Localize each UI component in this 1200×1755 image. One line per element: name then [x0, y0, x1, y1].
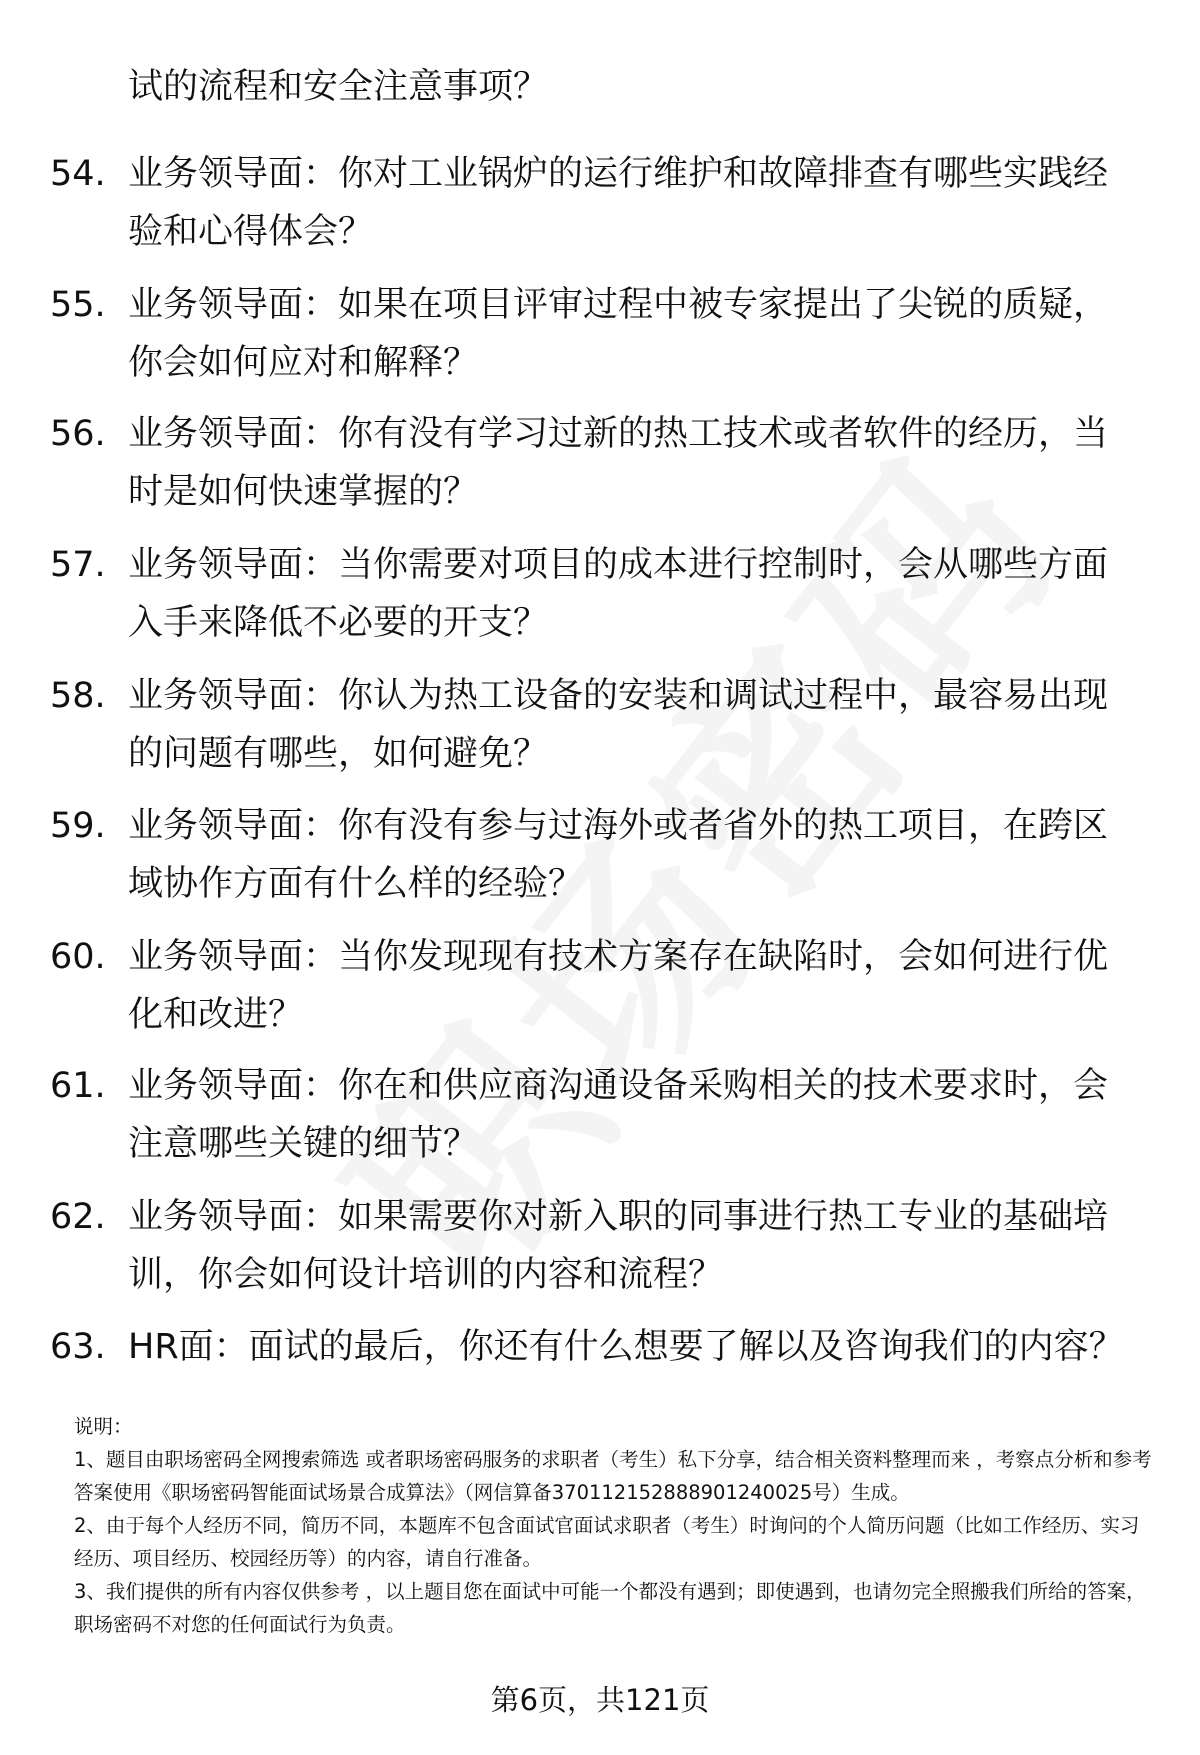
- question-item: [50, 1318, 1150, 1376]
- question-text: 业务领导面：你认为热工设备的安装和调试过程中，最容易出现的问题有哪些，如何避免？: [128, 676, 1109, 774]
- notes-heading: 说明：: [74, 1415, 133, 1438]
- question-text: 业务领导面：如果在项目评审过程中被专家提出了尖锐的质疑，你会如何应对和解释？: [128, 285, 1109, 383]
- note-item: 1、题目由职场密码全网搜索筛选 或者职场密码服务的求职者（考生）私下分享，结合相关资料整理而来 ，考察点分析和参考答案使用《职场密码智能面试场景合成算法》（网信算备370112152888901240025号）生成。: [74, 1448, 1152, 1504]
- question-number: 60.: [50, 937, 106, 977]
- question-number: 56.: [50, 414, 106, 454]
- question-item: [50, 797, 1150, 913]
- question-item: [50, 145, 1150, 261]
- question-number: 55.: [50, 285, 106, 325]
- question-item: [50, 928, 1150, 1044]
- question-text: 业务领导面：当你需要对项目的成本进行控制时，会从哪些方面入手来降低不必要的开支？: [128, 545, 1109, 643]
- question-number: 63.: [50, 1327, 106, 1367]
- question-text: 业务领导面：你对工业锅炉的运行维护和故障排查有哪些实践经验和心得体会？: [128, 154, 1109, 252]
- notes-section: [74, 1410, 1154, 1641]
- question-text: 业务领导面：你在和供应商沟通设备采购相关的技术要求时，会注意哪些关键的细节？: [128, 1066, 1109, 1164]
- question-item: [50, 667, 1150, 783]
- question-text: 业务领导面：当你发现现有技术方案存在缺陷时，会如何进行优化和改进？: [128, 937, 1109, 1035]
- note-item: 2、由于每个人经历不同，简历不同，本题库不包含面试官面试求职者（考生）时询问的个人简历问题（比如工作经历、实习经历、项目经历、校园经历等）的内容，请自行准备。: [74, 1514, 1140, 1570]
- question-number: 62.: [50, 1197, 106, 1237]
- question-text: HR面：面试的最后，你还有什么想要了解以及咨询我们的内容？: [128, 1327, 1124, 1367]
- question-item: [50, 536, 1150, 652]
- question-number: 61.: [50, 1066, 106, 1106]
- question-number: 57.: [50, 545, 106, 585]
- note-item: 3、我们提供的所有内容仅供参考 ，以上题目您在面试中可能一个都没有遇到；即使遇到，也请勿完全照搬我们所给的答案，职场密码不对您的任何面试行为负责。: [74, 1580, 1146, 1636]
- question-text: 业务领导面：你有没有参与过海外或者省外的热工项目，在跨区域协作方面有什么样的经验？: [128, 806, 1109, 904]
- question-item: [50, 276, 1150, 392]
- question-number: 58.: [50, 676, 106, 716]
- question-item: [50, 405, 1150, 521]
- question-number: 54.: [50, 154, 106, 194]
- page-number: 第6页，共121页: [490, 1683, 710, 1717]
- question-text: 业务领导面：如果需要你对新入职的同事进行热工专业的基础培训，你会如何设计培训的内容和流程？: [128, 1197, 1109, 1295]
- question-text: 业务领导面：你有没有学习过新的热工技术或者软件的经历，当时是如何快速掌握的？: [128, 414, 1109, 512]
- question-number: 59.: [50, 806, 106, 846]
- question-item: [50, 1057, 1150, 1173]
- question-item: [50, 1188, 1150, 1304]
- question-continuation: 试的流程和安全注意事项？: [128, 67, 549, 107]
